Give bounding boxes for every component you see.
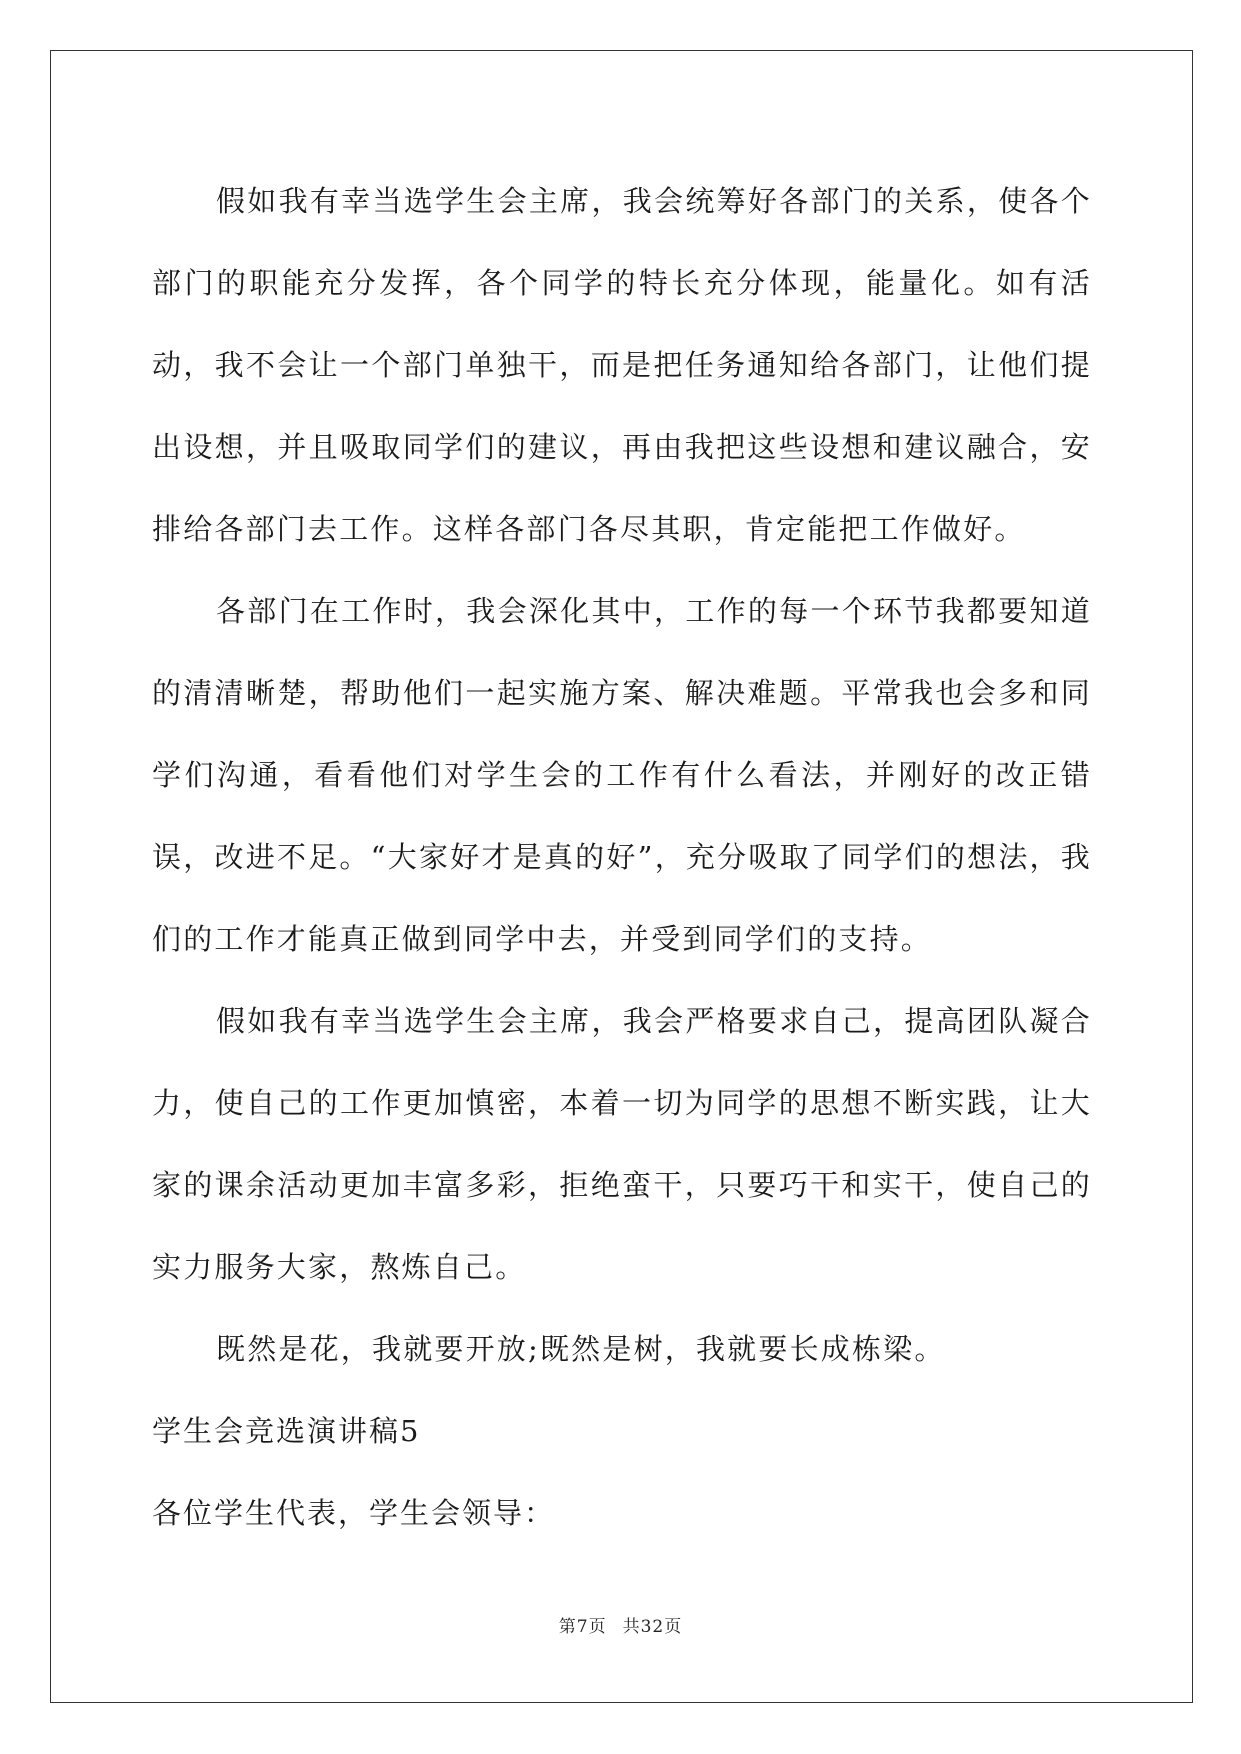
section-heading: 学生会竞选演讲稿5 xyxy=(152,1414,421,1448)
salutation: 各位学生代表，学生会领导： xyxy=(152,1496,556,1530)
document-body xyxy=(152,160,1092,1554)
page-total: 共32页 xyxy=(622,1617,683,1637)
paragraph-3: 假如我有幸当选学生会主席，我会严格要求自己，提高团队凝合力，使自己的工作更加慎密，本着一切为同学的思想不断实践，让大家的课余活动更加丰富多彩，拒绝蛮干，只要巧干和实干，使自己的实力服务大家，熬炼自己。 xyxy=(152,1004,1092,1284)
page-number: 第7页 xyxy=(558,1617,607,1637)
paragraph-1: 假如我有幸当选学生会主席，我会统筹好各部门的关系，使各个部门的职能充分发挥，各个同学的特长充分体现，能量化。如有活动，我不会让一个部门单独干，而是把任务通知给各部门，让他们提出设想，并且吸取同学们的建议，再由我把这些设想和建议融合，安排给各部门去工作。这样各部门各尽其职，肯定能把工作做好。 xyxy=(152,184,1092,546)
paragraph-2: 各部门在工作时，我会深化其中，工作的每一个环节我都要知道的清清晰楚，帮助他们一起实施方案、解决难题。平常我也会多和同学们沟通，看看他们对学生会的工作有什么看法，并刚好的改正错误，改进不足。“大家好才是真的好”，充分吸取了同学们的想法，我们的工作才能真正做到同学中去，并受到同学们的支持。 xyxy=(152,594,1092,956)
paragraph-4: 既然是花，我就要开放;既然是树，我就要长成栋梁。 xyxy=(216,1332,946,1366)
page-footer xyxy=(0,1612,1241,1637)
